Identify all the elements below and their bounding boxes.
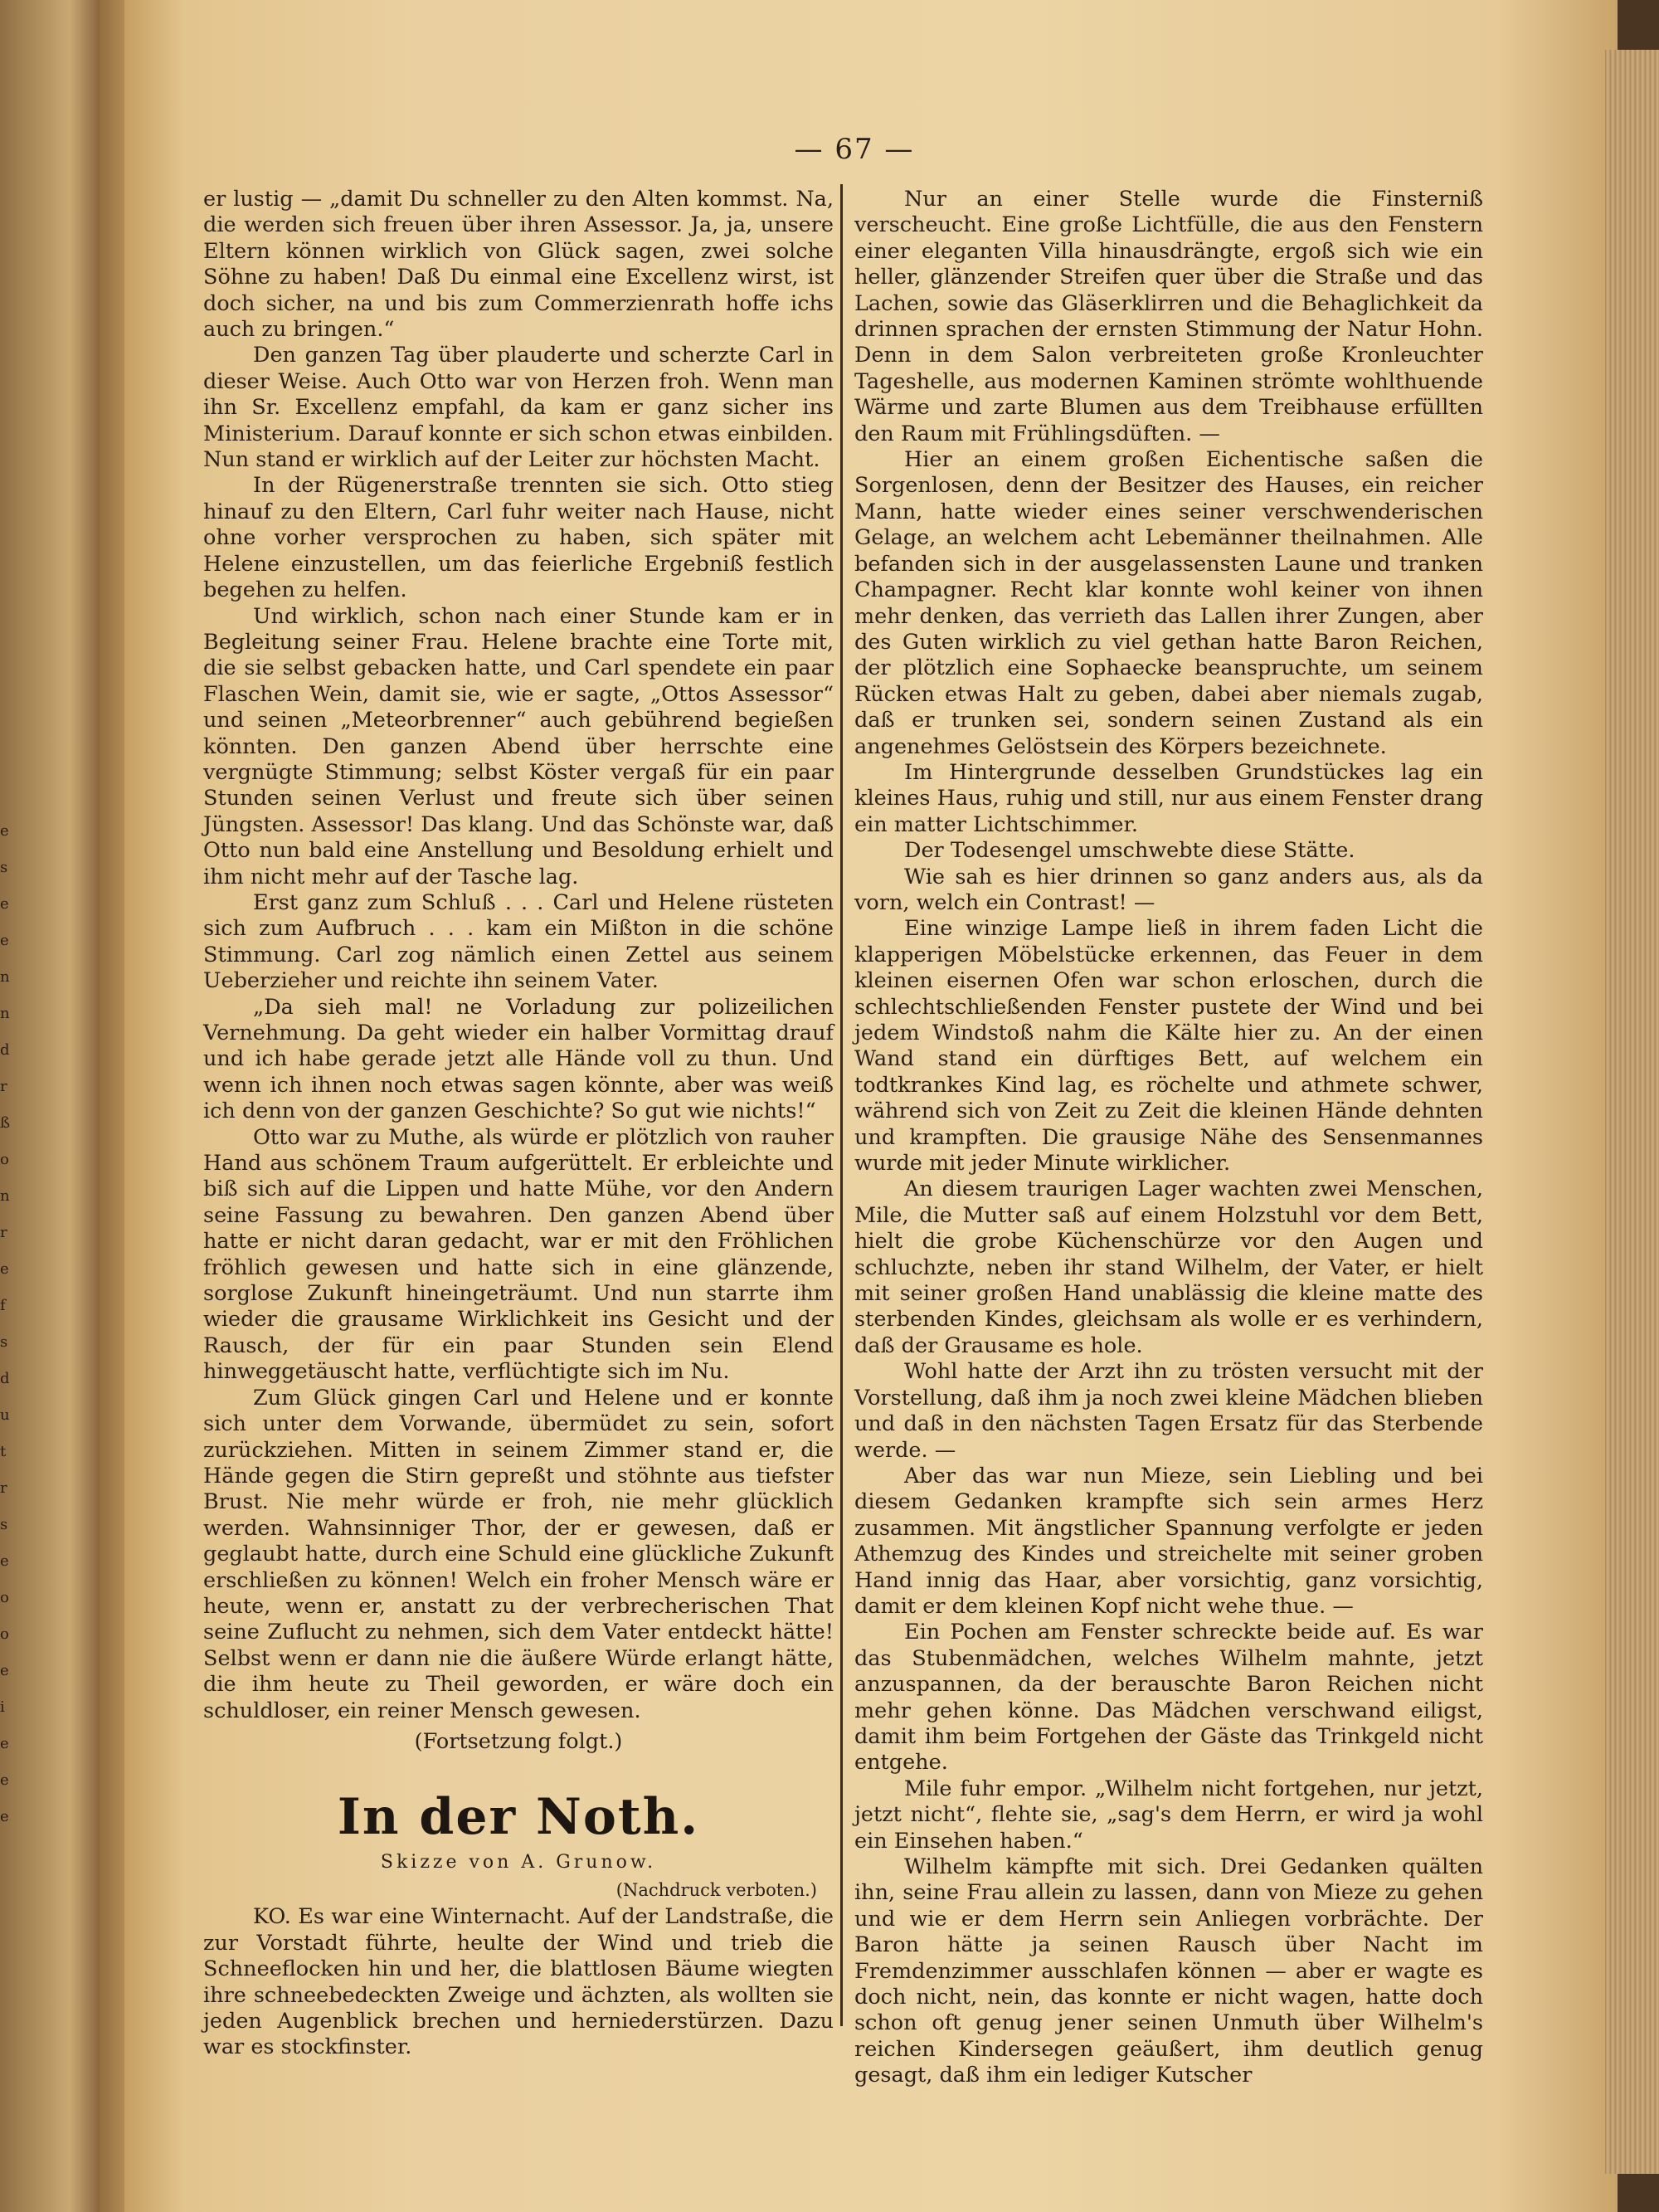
margin-letter: s	[0, 859, 8, 876]
paragraph: Wilhelm kämpfte mit sich. Drei Gedanken quälten ihn, seine Frau allein zu lassen, dann von Mieze zu gehen und wie er dem Herrn sein Anliegen vorbrächte. Der Baron hätte ja seinen Rausch über Nacht im Fremdenzimmer ausschlafen können — aber er wagte es doch nicht, nein, das konnte er nicht wagen, hatte doch schon oft genug jener seinen Unmuth über Wilhelm's reichen Kindersegen geäußert, ihm deutlich genug gesagt, daß ihm ein lediger Kutscher	[854, 1854, 1483, 2088]
margin-letter: e	[0, 895, 9, 913]
right-column	[854, 187, 1483, 2089]
margin-letter: i	[0, 1698, 5, 1716]
paragraph: Mile fuhr empor. „Wilhelm nicht fortgehen, nur jetzt, jetzt nicht“, flehte sie, „sag's dem Herrn, er wird ja wohl ein Einsehen haben.“	[854, 1776, 1483, 1854]
margin-letter: e	[0, 822, 9, 840]
margin-letter: e	[0, 1735, 9, 1752]
margin-letter: o	[0, 1589, 9, 1606]
previous-page-margin-letters	[0, 813, 17, 1835]
paragraph: Erst ganz zum Schluß . . . Carl und Helene rüsteten sich zum Aufbruch . . . kam ein Mißton in die schöne Stimmung. Carl zog nämlich einen Zettel aus seinem Ueberzieher und reichte ihn seinem Vater.	[203, 889, 834, 994]
story-byline: Skizze von A. Grunow.	[380, 1852, 657, 1873]
margin-letter: d	[0, 1041, 10, 1059]
margin-letter: r	[0, 1479, 7, 1497]
margin-letter: d	[0, 1370, 10, 1387]
paragraph: Nur an einer Stelle wurde die Finsterniß verscheucht. Eine große Lichtfülle, die aus den Fenstern einer eleganten Villa hinausdrängte, ergoß sich wie ein heller, glänzender Streifen quer über die Straße und das Lachen, sowie das Gläserklirren und die Behaglichkeit da drinnen sprachen der ernsten Stimmung der Natur Hohn. Denn in dem Salon verbreiteten große Kronleuchter Tageshelle, aus modernen Kaminen strömte wohlthuende Wärme und zarte Blumen aus dem Treibhause erfüllten den Raum mit Frühlingsdüften. —	[854, 187, 1483, 446]
margin-letter: r	[0, 1224, 7, 1241]
margin-letter: e	[0, 932, 9, 949]
paragraph: An diesem traurigen Lager wachten zwei Menschen, Mile, die Mutter saß auf einem Holzstuhl vor dem Bett, hielt die grobe Küchenschürze vor den Augen und schluchzte, neben ihr stand Wilhelm, der Vater, er hielt mit seiner großen Hand unablässig die kleine matte des sterbenden Kindes, gleichsam als wolle er es verhindern, daß der Grausame es hole.	[854, 1177, 1483, 1358]
margin-letter: n	[0, 1005, 10, 1022]
margin-letter: o	[0, 1625, 9, 1643]
margin-letter: f	[0, 1297, 6, 1314]
margin-letter: o	[0, 1151, 9, 1168]
continuation-note: (Fortsetzung folgt.)	[414, 1728, 623, 1754]
story-opening-paragraph: KO. Es war eine Winternacht. Auf der Landstraße, die zur Vorstadt führte, heulte der Wind und trieb die Schneeflocken hin und her, die blattlosen Bäume wiegten ihre schneebedeckten Zweige und ächzten, als wollten sie jeden Augenblick brechen und herniederstürzen. Dazu war es stockfinster.	[203, 1904, 834, 2060]
margin-letter: s	[0, 1333, 8, 1351]
margin-letter: e	[0, 1771, 9, 1789]
paragraph: er lustig — „damit Du schneller zu den Alten kommst. Na, die werden sich freuen über ihren Assessor. Ja, ja, unsere Eltern können wirklich von Glück sagen, zwei solche Söhne zu haben! Daß Du einmal eine Excellenz wirst, ist doch sicher, na und bis zum Commerzienrath hoffe ichs auch zu bringen.“	[203, 187, 834, 343]
paragraph: Den ganzen Tag über plauderte und scherzte Carl in dieser Weise. Auch Otto war von Herzen froh. Wenn man ihn Sr. Excellenz empfahl, da kam er ganz sicher ins Ministerium. Darauf konnte er sich schon etwas einbilden. Nun stand er wirklich auf der Leiter zur höchsten Macht.	[203, 343, 834, 473]
margin-letter: r	[0, 1078, 7, 1095]
paragraph: Der Todesengel umschwebte diese Stätte.	[904, 838, 1355, 864]
left-column	[203, 187, 834, 2061]
margin-letter: e	[0, 1552, 9, 1570]
paragraph: Otto war zu Muthe, als würde er plötzlich von rauher Hand aus schönem Traum aufgerüttelt. Er erbleichte und biß sich auf die Lippen und hatte Mühe, vor den Andern seine Fassung zu bewahren. Den ganzen Abend über hatte er nicht daran gedacht, war er mit den Fröhlichen fröhlich gewesen und hatte sich in eine glänzende, sorglose Zukunft hineingeträumt. Und nun starrte ihm wieder die grausame Wirklichkeit ins Gesicht und der Rausch, der für ein paar Stunden sein Elend hinweggetäuscht hatte, verflüchtigte sich im Nu.	[203, 1124, 834, 1385]
paragraph: In der Rügenerstraße trennten sie sich. Otto stieg hinauf zu den Eltern, Carl fuhr weiter nach Hause, nicht ohne vorher versprochen zu haben, sich später mit Helene einzustellen, um das feierliche Ergebniß festlich begehen zu helfen.	[203, 473, 834, 603]
margin-letter: ß	[0, 1114, 11, 1132]
paragraph: Im Hintergrunde desselben Grundstückes lag ein kleines Haus, ruhig und still, nur aus einem Fenster drang ein matter Lichtschimmer.	[854, 759, 1483, 837]
reprint-note: (Nachdruck verboten.)	[615, 1880, 817, 1901]
margin-letter: n	[0, 968, 10, 986]
paragraph: Zum Glück gingen Carl und Helene und er konnte sich unter dem Vorwande, übermüdet zu sein, sofort zurückziehen. Mitten in seinem Zimmer stand er, die Hände gegen die Stirn gepreßt und stöhnte aus tiefster Brust. Nie mehr würde er froh, nie mehr glücklich werden. Wahnsinniger Thor, der er gewesen, daß er geglaubt hatte, durch eine Schuld eine glückliche Zukunft erschließen zu können! Welch ein froher Mensch wäre er heute, wenn er, anstatt zu der verbrecherischen That seine Zuflucht zu nehmen, sich dem Vater entdeckt hätte! Selbst wenn er dann nie die äußere Würde erlangt hätte, die ihm heute zu Theil geworden, er wäre doch ein schuldloser, ein reiner Mensch gewesen.	[203, 1385, 834, 1723]
paragraph: Ein Pochen am Fenster schreckte beide auf. Es war das Stubenmädchen, welches Wilhelm mahnte, jetzt anzuspannen, da der berauschte Baron Reichen nicht mehr gehen könne. Das Mädchen verschwand eiligst, damit ihm beim Fortgehen der Gäste das Trinkgeld nicht entgehe.	[854, 1620, 1483, 1776]
paragraph: Wie sah es hier drinnen so ganz anders aus, als da vorn, welch ein Contrast! —	[854, 864, 1483, 915]
margin-letter: t	[0, 1443, 7, 1460]
paragraph: Eine winzige Lampe ließ in ihrem faden Licht die klapperigen Möbelstücke erkennen, das Feuer in dem kleinen eisernen Ofen war schon erloschen, durch die schlechtschließenden Fenster pustete der Wind und bei jedem Windstoß nahm die Kälte hier zu. An der einen Wand stand ein dürftiges Bett, auf welchem ein todtkrankes Kind lag, es röchelte und athmete schwer, während sich von Zeit zu Zeit die kleinen Hände dehnten und krampften. Die grausige Nähe des Sensenmannes wurde mit jeder Minute wirklicher.	[854, 916, 1483, 1177]
paragraph: Hier an einem großen Eichentische saßen die Sorgenlosen, denn der Besitzer des Hauses, ein reicher Mann, hatte wieder eines seiner verschwenderischen Gelage, an welchem acht Lebemänner theilnahmen. Alle befanden sich in der ausgelassensten Laune und tranken Champagner. Recht klar konnte wohl keiner von ihnen mehr denken, das verrieth das Lallen ihrer Zungen, aber des Guten wirklich zu viel gethan hatte Baron Reichen, der plötzlich eine Sophaecke beanspruchte, um seinem Rücken etwas Halt zu geben, dabei aber niemals zugab, daß er trunken sei, sondern seinen Zustand als ein angenehmes Gelöstsein des Körpers bezeichnete.	[854, 447, 1483, 759]
margin-letter: s	[0, 1516, 8, 1533]
paragraph: Und wirklich, schon nach einer Stunde kam er in Begleitung seiner Frau. Helene brachte eine Torte mit, die sie selbst gebacken hatte, und Carl spendete ein paar Flaschen Wein, damit sie, wie er sagte, „Ottos Assessor“ und seinen „Meteorbrenner“ auch gebührend begießen könnten. Den ganzen Abend über herrschte eine vergnügte Stimmung; selbst Köster vergaß für ein paar Stunden seinen Verlust und freute sich über seinen Jüngsten. Assessor! Das klang. Und das Schönste war, daß Otto nun bald eine Anstellung und Besoldung erhielt und ihm nicht mehr auf der Tasche lag.	[203, 603, 834, 889]
margin-letter: e	[0, 1260, 9, 1278]
margin-letter: u	[0, 1406, 10, 1424]
page-stack-edge	[1605, 50, 1659, 2174]
paragraph: „Da sieh mal! ne Vorladung zur polizeilichen Vernehmung. Da geht wieder ein halber Vormittag drauf und ich habe gerade jetzt alle Hände voll zu thun. Und wenn ich ihnen noch etwas sagen könnte, aber was weiß ich denn von der ganzen Geschichte? So gut wie nichts!“	[203, 994, 834, 1124]
paragraph: Aber das war nun Mieze, sein Liebling und bei diesem Gedanken krampfte sich sein armes Herz zusammen. Mit ängstlicher Spannung verfolgte er jeden Athemzug des Kindes und streichelte mit seiner groben Hand innig das Haar, aber vorsichtig, ganz vorsichtig, damit er dem kleinen Kopf nicht wehe thue. —	[854, 1463, 1483, 1619]
paragraph: Wohl hatte der Arzt ihn zu trösten versucht mit der Vorstellung, daß ihm ja noch zwei kleine Mädchen blieben und daß in den nächsten Tagen Ersatz für das Sterbende werde. —	[854, 1359, 1483, 1463]
margin-letter: e	[0, 1808, 9, 1825]
page-number: — 67 —	[794, 133, 915, 166]
margin-letter: n	[0, 1187, 10, 1205]
column-divider	[840, 184, 843, 2026]
margin-letter: e	[0, 1662, 9, 1679]
story-title: In der Noth.	[337, 1788, 700, 1847]
